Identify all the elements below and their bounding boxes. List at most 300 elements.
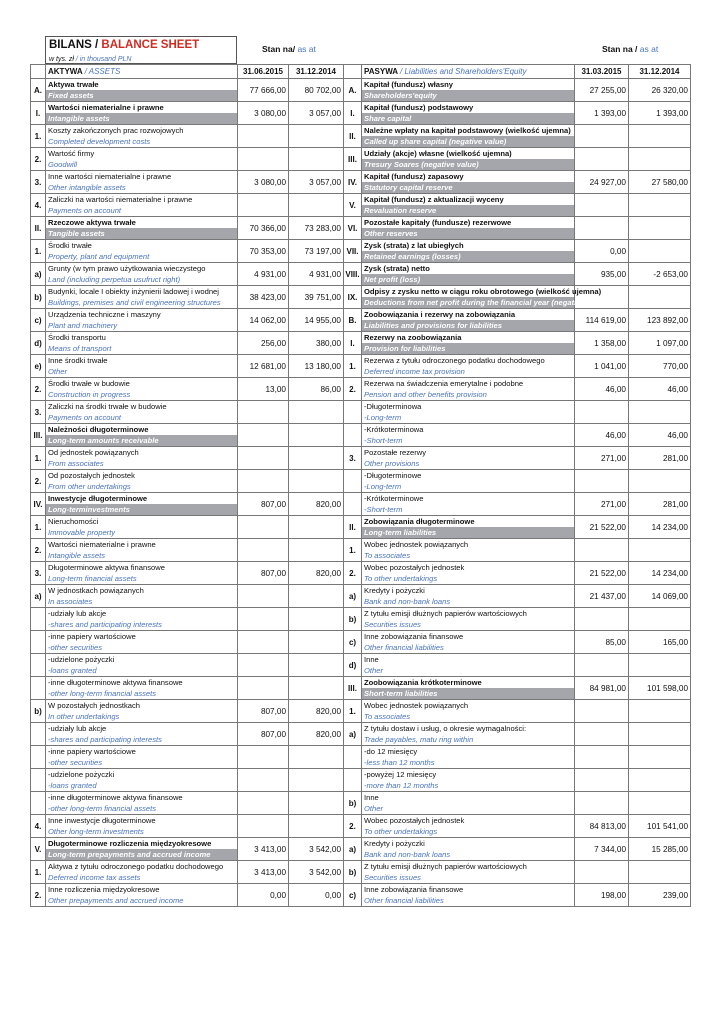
- asset-value-current: 807,00: [238, 562, 289, 585]
- asset-value-current: [238, 401, 289, 424]
- table-row: [31, 424, 691, 447]
- asset-value-previous: 39 751,00: [289, 286, 344, 309]
- asset-value-current: 14 062,00: [238, 309, 289, 332]
- liab-label-pl: Z tytułu emisji dłużnych papierów wartościowych: [364, 862, 527, 871]
- liab-label-pl: -do 12 miesięcy: [364, 747, 418, 756]
- liab-value-current: [575, 769, 629, 792]
- asset-description: [46, 838, 238, 861]
- asset-label-pl: Należności długoterminowe: [46, 424, 237, 435]
- liab-value-previous: 101 598,00: [629, 677, 691, 700]
- liab-item-number: a): [344, 585, 362, 608]
- sheet-title: [49, 39, 199, 51]
- unit-en: / in thousand PLN: [75, 56, 132, 63]
- asset-description: [46, 516, 238, 539]
- liab-description: [362, 493, 575, 516]
- liab-label-en: Securities issues: [364, 873, 421, 882]
- liab-description: [362, 194, 575, 217]
- asset-value-current: [238, 447, 289, 470]
- table-body: [31, 65, 691, 907]
- stan-left-en: as at: [297, 44, 316, 54]
- liab-item-number: I.: [344, 332, 362, 355]
- liab-label-pl: Inne: [364, 793, 379, 802]
- column-header-row: [31, 65, 691, 79]
- asset-value-current: [238, 815, 289, 838]
- liab-label-pl: -powyżej 12 miesięcy: [364, 770, 437, 779]
- unit-pl: w tys. zł: [49, 56, 76, 63]
- liab-value-previous: 14 234,00: [629, 516, 691, 539]
- liab-item-number: VIII.: [344, 263, 362, 286]
- asset-description: [46, 769, 238, 792]
- liab-label-en: Trade payables, matu ring within: [364, 735, 474, 744]
- liab-item-number: 2.: [344, 815, 362, 838]
- asset-item-number: II.: [31, 217, 46, 240]
- asset-label-pl: Rzeczowe aktywa trwałe: [46, 217, 237, 228]
- liab-value-previous: [629, 194, 691, 217]
- asset-value-previous: [289, 401, 344, 424]
- table-row: [31, 700, 691, 723]
- liab-label-en: Called up share capital (negative value): [362, 136, 574, 147]
- table-row: [31, 240, 691, 263]
- liab-value-current: 935,00: [575, 263, 629, 286]
- liab-value-previous: [629, 401, 691, 424]
- liab-item-number: [344, 493, 362, 516]
- liab-description: [362, 102, 575, 125]
- asset-value-previous: [289, 447, 344, 470]
- liab-value-previous: 770,00: [629, 355, 691, 378]
- liab-header: [362, 65, 575, 79]
- asset-description: [46, 424, 238, 447]
- table-row: [31, 447, 691, 470]
- liab-label-pl: Zoobowiązania i rezerwy na zobowiązania: [362, 309, 574, 320]
- asset-description: [46, 493, 238, 516]
- asset-item-number: [31, 654, 46, 677]
- liab-label-en: Other provisions: [364, 459, 420, 468]
- table-row: [31, 631, 691, 654]
- liab-value-previous: 239,00: [629, 884, 691, 907]
- asset-label-en: Means of transport: [48, 344, 112, 353]
- liab-item-number: b): [344, 792, 362, 815]
- liab-value-previous: [629, 217, 691, 240]
- asset-item-number: 3.: [31, 562, 46, 585]
- asset-value-current: [238, 677, 289, 700]
- liab-label-en: Shareholders'equity: [362, 90, 574, 101]
- liab-item-number: c): [344, 884, 362, 907]
- liab-value-current: [575, 217, 629, 240]
- asset-value-current: 4 931,00: [238, 263, 289, 286]
- liab-label-pl: Odpisy z zysku netto w ciągu roku obrotowego (wielkość ujemna): [364, 287, 602, 296]
- asset-label-pl: Urządzenia techniczne i maszyny: [48, 310, 161, 319]
- stan-left-pl: Stan na/: [262, 44, 298, 54]
- table-row: [31, 171, 691, 194]
- liab-item-number: 2.: [344, 378, 362, 401]
- asset-item-number: V.: [31, 838, 46, 861]
- asset-value-current: [238, 585, 289, 608]
- liab-description: [362, 700, 575, 723]
- liab-item-number: [344, 769, 362, 792]
- table-row: [31, 677, 691, 700]
- liab-description: [362, 148, 575, 171]
- liab-label-en: Pension and other benefits provision: [364, 390, 487, 399]
- asset-description: [46, 240, 238, 263]
- liab-value-current: 271,00: [575, 493, 629, 516]
- liab-label-pl: Wobec jednostek powiązanych: [364, 540, 469, 549]
- liab-item-number: III.: [344, 677, 362, 700]
- asset-description: [46, 562, 238, 585]
- liab-value-current: 1 358,00: [575, 332, 629, 355]
- asset-label-en: Other: [48, 367, 67, 376]
- stan-right-en: as at: [639, 44, 659, 54]
- liab-label-pl: Rezerwy na zoobowiązania: [362, 332, 574, 343]
- asset-label-en: Tangible assets: [46, 228, 237, 239]
- liab-description: [362, 631, 575, 654]
- liab-description: [362, 769, 575, 792]
- asset-label-pl: -udzielone pożyczki: [48, 655, 115, 664]
- liab-value-current: [575, 608, 629, 631]
- liab-value-current: [575, 194, 629, 217]
- asset-value-current: [238, 194, 289, 217]
- liab-description: [362, 217, 575, 240]
- liab-description: [362, 677, 575, 700]
- asset-value-current: 3 080,00: [238, 171, 289, 194]
- liab-item-number: VII.: [344, 240, 362, 263]
- liab-value-previous: 14 069,00: [629, 585, 691, 608]
- table-row: [31, 286, 691, 309]
- asset-item-number: b): [31, 700, 46, 723]
- asset-description: [46, 792, 238, 815]
- asset-value-previous: [289, 125, 344, 148]
- liab-value-current: [575, 861, 629, 884]
- liab-description: [362, 309, 575, 332]
- asset-label-pl: -udziały lub akcje: [48, 724, 107, 733]
- asset-label-pl: -inne papiery wartościowe: [48, 632, 136, 641]
- asset-label-en: Intangible assets: [48, 551, 105, 560]
- liab-label-pl: Rezerwa na świadczenia emerytalne i podobne: [364, 379, 524, 388]
- asset-label-pl: -inne papiery wartościowe: [48, 747, 136, 756]
- table-row: [31, 838, 691, 861]
- asset-label-pl: Zaliczki na środki trwałe w budowie: [48, 402, 167, 411]
- liab-value-current: 85,00: [575, 631, 629, 654]
- asset-date1-header: 31.06.2015: [238, 65, 289, 79]
- liab-label-en: -Long-term: [364, 413, 402, 422]
- assets-header-en: / ASSETS: [84, 67, 121, 76]
- liab-label-pl: Kapitał (fundusz) własny: [362, 79, 574, 90]
- liab-label-pl: Inne: [364, 655, 379, 664]
- asset-label-en: Goodwill: [48, 160, 78, 169]
- asset-label-pl: Długoterminowe aktywa finansowe: [48, 563, 165, 572]
- asset-value-current: 77 666,00: [238, 79, 289, 102]
- asset-value-previous: [289, 194, 344, 217]
- asset-label-pl: Inne wartości niematerialne i prawne: [48, 172, 172, 181]
- asset-label-pl: Od pozostałych jednostek: [48, 471, 135, 480]
- asset-label-en: Property, plant and equipment: [48, 252, 150, 261]
- asset-label-pl: Wartości niematerialne i prawne: [48, 540, 156, 549]
- asset-label-pl: Grunty (w tym prawo użytkowania wieczystego: [48, 264, 206, 273]
- liab-description: [362, 355, 575, 378]
- liab-item-number: [344, 424, 362, 447]
- liab-item-number: 3.: [344, 447, 362, 470]
- liab-label-pl: Wobec pozostałych jednostek: [364, 563, 465, 572]
- table-row: [31, 332, 691, 355]
- liab-value-current: 114 619,00: [575, 309, 629, 332]
- table-row: [31, 723, 691, 746]
- asset-description: [46, 884, 238, 907]
- liab-value-previous: [629, 240, 691, 263]
- asset-label-en: Land (including perpetua usufruct right): [48, 275, 181, 284]
- unit-note: [49, 56, 132, 63]
- asset-item-number: [31, 769, 46, 792]
- asset-item-number: d): [31, 332, 46, 355]
- liab-label-pl: Zoobowiązania krótkoterminowe: [362, 677, 574, 688]
- liab-description: [362, 470, 575, 493]
- asset-label-pl: W pozostałych jednostkach: [48, 701, 141, 710]
- asset-date2-header: 31.12.2014: [289, 65, 344, 79]
- asset-label-en: -loans granted: [48, 666, 97, 675]
- asset-value-previous: [289, 424, 344, 447]
- liab-label-en: Bank and non-bank loans: [364, 850, 451, 859]
- liab-label-pl: Kapitał (fundusz) podstawowy: [362, 102, 574, 113]
- table-row: [31, 102, 691, 125]
- liab-label-pl: -Długoterminowe: [364, 471, 422, 480]
- liab-description: [362, 815, 575, 838]
- asset-description: [46, 355, 238, 378]
- table-row: [31, 539, 691, 562]
- asset-value-current: 3 080,00: [238, 102, 289, 125]
- asset-value-previous: [289, 470, 344, 493]
- liab-value-current: 84 813,00: [575, 815, 629, 838]
- asset-description: [46, 470, 238, 493]
- liab-item-number: d): [344, 654, 362, 677]
- liab-value-previous: [629, 746, 691, 769]
- liab-description: [362, 424, 575, 447]
- table-row: [31, 401, 691, 424]
- asset-item-number: IV.: [31, 493, 46, 516]
- liab-value-current: 198,00: [575, 884, 629, 907]
- liab-label-pl: Z tytułu dostaw i usług, o okresie wymagalności:: [364, 724, 527, 733]
- asset-item-number: 1.: [31, 447, 46, 470]
- liab-value-previous: [629, 608, 691, 631]
- liab-value-previous: [629, 861, 691, 884]
- asset-value-previous: 73 197,00: [289, 240, 344, 263]
- liab-label-pl: Pozostałe rezerwy: [364, 448, 427, 457]
- asset-description: [46, 539, 238, 562]
- liab-item-number: b): [344, 861, 362, 884]
- asset-description: [46, 654, 238, 677]
- asset-value-current: 12 681,00: [238, 355, 289, 378]
- liab-item-number: a): [344, 723, 362, 746]
- asset-description: [46, 102, 238, 125]
- table-row: [31, 148, 691, 171]
- liab-item-number: IX.: [344, 286, 362, 309]
- stan-right-label: [602, 44, 658, 54]
- asset-label-en: -other securities: [48, 643, 103, 652]
- asset-label-en: Other long-term investments: [48, 827, 144, 836]
- asset-label-en: Long-term financial assets: [48, 574, 137, 583]
- liab-value-previous: 46,00: [629, 424, 691, 447]
- asset-item-number: 1.: [31, 516, 46, 539]
- asset-value-current: 3 413,00: [238, 861, 289, 884]
- title-pl: BILANS /: [49, 39, 102, 51]
- liab-label-en: Other reserves: [362, 228, 574, 239]
- asset-label-en: -loans granted: [48, 781, 97, 790]
- asset-item-number: 4.: [31, 194, 46, 217]
- asset-item-number: 1.: [31, 240, 46, 263]
- asset-value-current: 807,00: [238, 493, 289, 516]
- balance-table: [30, 64, 691, 907]
- asset-label-pl: Inne inwestycje długoterminowe: [48, 816, 156, 825]
- asset-item-number: [31, 608, 46, 631]
- asset-label-pl: W jednostkach powiązanych: [48, 586, 144, 595]
- asset-item-number: 2.: [31, 539, 46, 562]
- liab-value-current: 1 041,00: [575, 355, 629, 378]
- liab-item-number: b): [344, 608, 362, 631]
- liab-description: [362, 125, 575, 148]
- asset-description: [46, 700, 238, 723]
- liab-value-current: [575, 470, 629, 493]
- asset-value-current: [238, 424, 289, 447]
- table-row: [31, 585, 691, 608]
- liab-label-en: To associates: [364, 712, 411, 721]
- liab-description: [362, 401, 575, 424]
- liab-label-en: Short-term liabilities: [362, 688, 574, 699]
- liab-value-previous: [629, 723, 691, 746]
- liab-description: [362, 79, 575, 102]
- asset-description: [46, 148, 238, 171]
- liab-label-en: Share capital: [362, 113, 574, 124]
- liab-value-current: [575, 539, 629, 562]
- asset-label-en: Other prepayments and accrued income: [48, 896, 184, 905]
- asset-value-previous: 13 180,00: [289, 355, 344, 378]
- asset-label-pl: Koszty zakończonych prac rozwojowych: [48, 126, 184, 135]
- liab-label-en: Other financial liabilities: [364, 896, 444, 905]
- liab-label-en: -more than 12 months: [364, 781, 439, 790]
- liab-value-previous: [629, 286, 691, 309]
- liab-item-number: c): [344, 631, 362, 654]
- asset-label-pl: Wartość firmy: [48, 149, 95, 158]
- asset-label-en: Buildings, premises and civil engineering structures: [48, 298, 221, 307]
- liab-value-previous: [629, 470, 691, 493]
- asset-label-en: Plant and machinery: [48, 321, 118, 330]
- liab-item-number: V.: [344, 194, 362, 217]
- asset-value-previous: 4 931,00: [289, 263, 344, 286]
- asset-value-previous: 86,00: [289, 378, 344, 401]
- asset-value-current: 807,00: [238, 723, 289, 746]
- liab-label-pl: -Długoterminowa: [364, 402, 422, 411]
- asset-item-number: 4.: [31, 815, 46, 838]
- asset-value-current: [238, 608, 289, 631]
- liab-value-previous: [629, 700, 691, 723]
- asset-description: [46, 746, 238, 769]
- liab-item-number: B.: [344, 309, 362, 332]
- table-row: [31, 194, 691, 217]
- liab-value-current: 24 927,00: [575, 171, 629, 194]
- asset-value-current: [238, 654, 289, 677]
- asset-value-previous: [289, 608, 344, 631]
- asset-label-en: In associates: [48, 597, 93, 606]
- liab-value-previous: 101 541,00: [629, 815, 691, 838]
- table-row: [31, 355, 691, 378]
- table-row: [31, 815, 691, 838]
- liab-item-number: A.: [344, 79, 362, 102]
- liab-description: [362, 792, 575, 815]
- liab-label-en: Net profit (loss): [362, 274, 574, 285]
- asset-description: [46, 79, 238, 102]
- liab-value-previous: [629, 148, 691, 171]
- asset-value-previous: [289, 516, 344, 539]
- liab-header-pl: PASYWA: [364, 67, 401, 76]
- asset-label-pl: Budynki, locale I obiekty inżynierii ladowej i wodnej: [48, 287, 219, 296]
- liab-label-pl: Wobec jednostek powiązanych: [364, 701, 469, 710]
- asset-label-pl: Inne rozliczenia międzyokresowe: [48, 885, 160, 894]
- asset-value-previous: [289, 746, 344, 769]
- asset-label-pl: Długoterminowe rozliczenia międzyokresowe: [46, 838, 237, 849]
- liab-value-previous: 15 285,00: [629, 838, 691, 861]
- asset-item-number: 1.: [31, 861, 46, 884]
- asset-label-pl: Wartości niematerialne i prawne: [46, 102, 237, 113]
- table-row: [31, 217, 691, 240]
- liab-description: [362, 240, 575, 263]
- liab-label-pl: Kapitał (fundusz) zapasowy: [362, 171, 574, 182]
- liab-nr-header: [344, 65, 362, 79]
- liab-description: [362, 723, 575, 746]
- liab-label-en: Liabilities and provisions for liabilities: [362, 320, 574, 331]
- asset-description: [46, 815, 238, 838]
- asset-label-en: Long-term amounts receivable: [46, 435, 237, 446]
- liab-value-previous: 165,00: [629, 631, 691, 654]
- asset-value-previous: 73 283,00: [289, 217, 344, 240]
- liab-label-pl: Pozostałe kapitały (fundusze) rezerwowe: [362, 217, 574, 228]
- liab-value-previous: [629, 125, 691, 148]
- stan-left-label: [262, 44, 316, 54]
- liab-label-pl: -Krótkoterminowe: [364, 494, 424, 503]
- title-box: [45, 36, 237, 64]
- asset-item-number: [31, 677, 46, 700]
- table-row: [31, 608, 691, 631]
- liab-item-number: III.: [344, 148, 362, 171]
- asset-label-en: From associates: [48, 459, 104, 468]
- asset-value-current: 70 353,00: [238, 240, 289, 263]
- asset-label-pl: Nieruchomości: [48, 517, 99, 526]
- liab-label-en: Deferred income tax provision: [364, 367, 465, 376]
- liab-value-previous: 14 234,00: [629, 562, 691, 585]
- table-row: [31, 516, 691, 539]
- liab-label-pl: Kredyty i pożyczki: [364, 839, 425, 848]
- asset-label-en: From other undertakings: [48, 482, 131, 491]
- liab-value-current: [575, 125, 629, 148]
- liab-label-pl: Zobowiązania długoterminowe: [362, 516, 574, 527]
- asset-label-pl: Inwestycje długoterminowe: [46, 493, 237, 504]
- table-row: [31, 792, 691, 815]
- asset-description: [46, 401, 238, 424]
- asset-label-en: Fixed assets: [46, 90, 237, 101]
- asset-label-en: Long-term prepayments and accrued income: [46, 849, 237, 860]
- liab-value-current: 271,00: [575, 447, 629, 470]
- asset-label-en: Deferred income tax assets: [48, 873, 141, 882]
- asset-value-previous: 80 702,00: [289, 79, 344, 102]
- liab-value-current: 84 981,00: [575, 677, 629, 700]
- liab-item-number: 2.: [344, 562, 362, 585]
- liab-value-previous: 1 097,00: [629, 332, 691, 355]
- table-row: [31, 378, 691, 401]
- asset-description: [46, 723, 238, 746]
- asset-item-number: e): [31, 355, 46, 378]
- asset-label-en: Payments on account: [48, 206, 122, 215]
- asset-label-en: Immovable property: [48, 528, 116, 537]
- liab-label-en: -Long-term: [364, 482, 402, 491]
- liab-value-previous: 26 320,00: [629, 79, 691, 102]
- liab-description: [362, 378, 575, 401]
- liab-description: [362, 838, 575, 861]
- liab-label-en: To other undertakings: [364, 574, 438, 583]
